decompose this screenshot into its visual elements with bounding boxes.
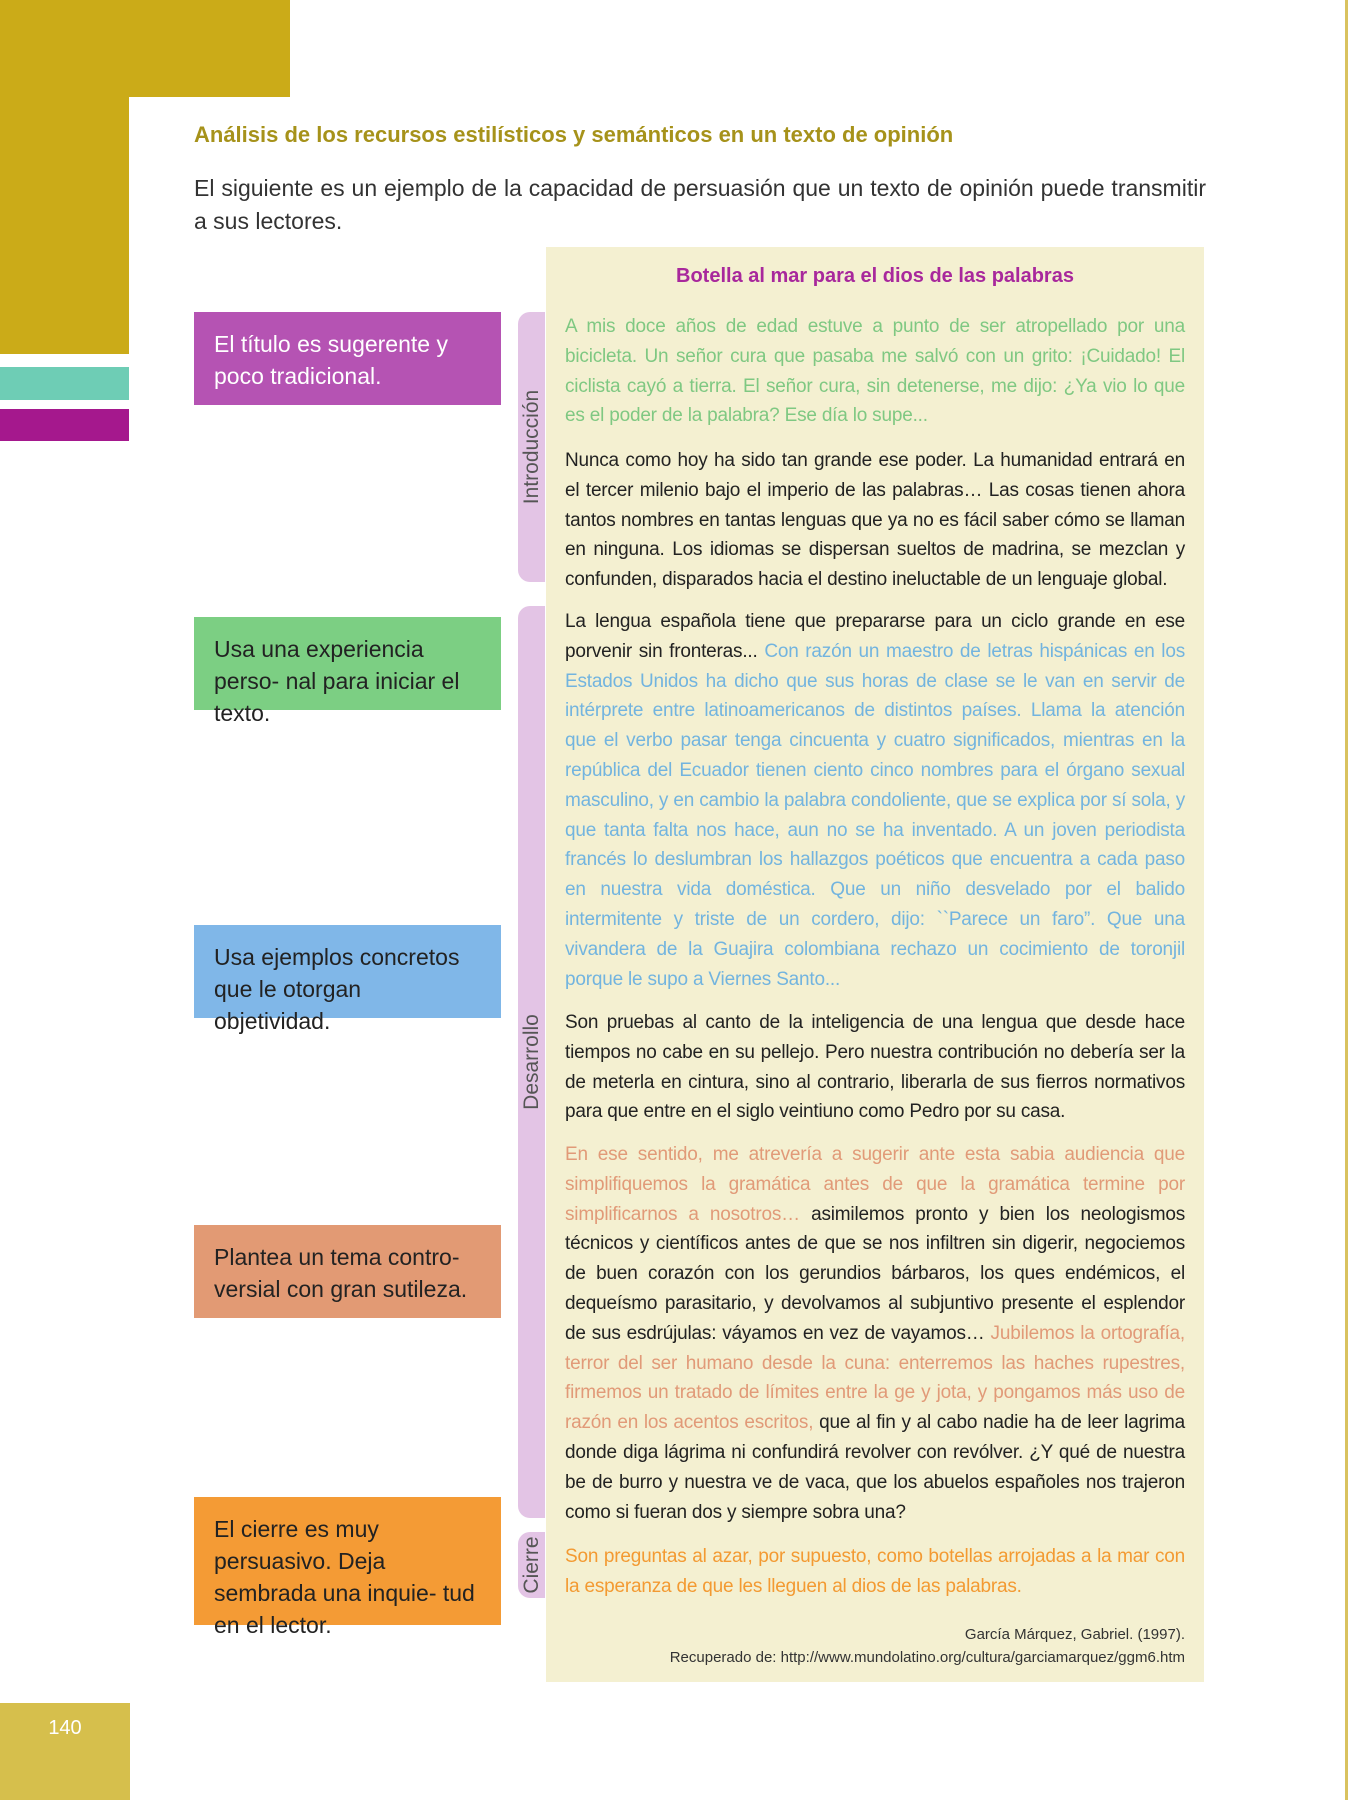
section-label-close: Cierre [519,1536,543,1594]
article-title: Botella al mar para el dios de las palabras [676,265,1074,287]
decor-gold-side [0,97,129,354]
article-paragraph-4: Son pruebas al canto de la inteligencia de una lengua que desde hace tiempos no cabe en su pellejo. Pero nuestra contribución no debería ser la de meterla en cintura, sino al contrario, liberarla de sus fierros normativos para que entre en el siglo veintiuno como Pedro por su casa. [565,1012,1185,1123]
intro-text: El siguiente es un ejemplo de la capacidad de persuasión que un texto de opinión puede transmitir a sus lectores. [194,175,1206,234]
article-paragraph-1: A mis doce años de edad estuve a punto de ser atropellado por una bicicleta. Un señor cura que pasaba me salvó con un grito: ¡Cuidado! El ciclista cayó a tierra. El señor cura, sin detenerse, me dijo: ¿Ya vio lo que es el poder de la palabra? Ese día lo supe... [565,316,1185,427]
section-label-development: Desarrollo [519,1014,543,1110]
p5-orthography: Jubilemos la ortografía, terror del ser humano desde la cuna: enterremos las haches rupestres, firmemos un tratado de límites entre la ge y jota, y pongamos más uso de razón en los acentos escritos, [565,1322,1185,1434]
source-author: García Márquez, Gabriel. (1997). [964,1626,1185,1643]
article-paragraph-3 [565,607,1185,994]
decor-gold-top [0,0,290,97]
section-bar-close [518,1532,545,1598]
p5-plain-1: asimilemos pronto y bien los neologismos técnicos y científicos antes de que se nos infiltren sin digerir, negociemos de buen corazón con los gerundios bárbaros, los ques endémicos, el dequeísmo parasitario, y devolvamos al subjuntivo presente el esplendor de sus esdrújulas: váyamos en vez de vayamos… [565,1203,1185,1344]
decor-right-line [1345,0,1348,1800]
p3-examples: Con razón un maestro de letras hispánicas en los Estados Unidos ha dicho que sus horas de clase se le van en servir de intérprete entre latinoamericanos de distintos países. Llama la atención que el verbo pasar tenga cincuenta y cuatro significados, mientras en la república del Ecuador tienen ciento cinco nombres para el órgano sexual masculino, y en cambio la palabra condoliente, que se explica por sí sola, y que tanta falta nos hace, aun no se ha inventado. A un joven periodista francés lo deslumbran los hallazgos poéticos que encuentra a cada paso en nuestra vida doméstica. Que un niño desvelado por el balido intermitente y triste de un cordero, dijo: ``Parece un faro”. Que una vivandera de la Guajira colombiana rechazo un cocimiento de toronjil porque le supo a Viernes Santo... [565,640,1185,990]
decor-teal-stripe [0,367,129,400]
article-paragraph-2: Nunca como hoy ha sido tan grande ese poder. La humanidad entrará en el tercer milenio bajo el imperio de las palabras… Las cosas tienen ahora tantos nombres en tantas lenguas que ya no es fácil saber cómo se llaman en ninguna. Los idiomas se dispersan sueltos de madrina, se mezclan y confunden, disparados hacia el destino ineluctable de un lenguaje global. [565,450,1185,591]
note-concrete-examples: Usa ejemplos concretos que le otorgan objetividad. [194,925,501,1018]
article-paragraph-5 [565,1140,1185,1527]
p5-plain-2: que al fin y al cabo nadie ha de leer lagrima donde diga lágrima ni confundirá revolver con revólver. ¿Y qué de nuestra be de burro y nuestra ve de vaca, que los abuelos españoles nos trajeron como si fueran dos y siempre sobra una? [565,1412,1185,1523]
p5-suggestion: En ese sentido, me atrevería a sugerir ante esta sabia audiencia que simplifiquemos la gramática antes de que la gramática termine por simplificarnos a nosotros… [565,1144,1185,1225]
article-paragraph-6: Son preguntas al azar, por supuesto, como botellas arrojadas a la mar con la esperanza de que les lleguen al dios de las palabras. [565,1546,1185,1597]
decor-magenta-stripe [0,409,129,441]
source-url: Recuperado de: http://www.mundolatino.org/cultura/garciamarquez/ggm6.htm [669,1649,1185,1666]
note-controversial-topic: Plantea un tema contro- versial con gran sutileza. [194,1225,501,1318]
section-bar-intro [518,312,545,582]
note-title: El título es sugerente y poco tradicional. [194,312,501,405]
note-personal-experience: Usa una experiencia perso- nal para iniciar el texto. [194,617,501,710]
page-number: 140 [48,1717,82,1739]
section-bar-development [518,606,545,1518]
note-persuasive-close: El cierre es muy persuasivo. Deja sembrada una inquie- tud en el lector. [194,1497,501,1625]
p3-plain: La lengua española tiene que prepararse para un ciclo grande en ese porvenir sin fronteras... [565,611,1185,662]
section-heading: Análisis de los recursos estilísticos y semánticos en un texto de opinión [194,122,954,147]
section-label-intro: Introducción [519,389,543,505]
